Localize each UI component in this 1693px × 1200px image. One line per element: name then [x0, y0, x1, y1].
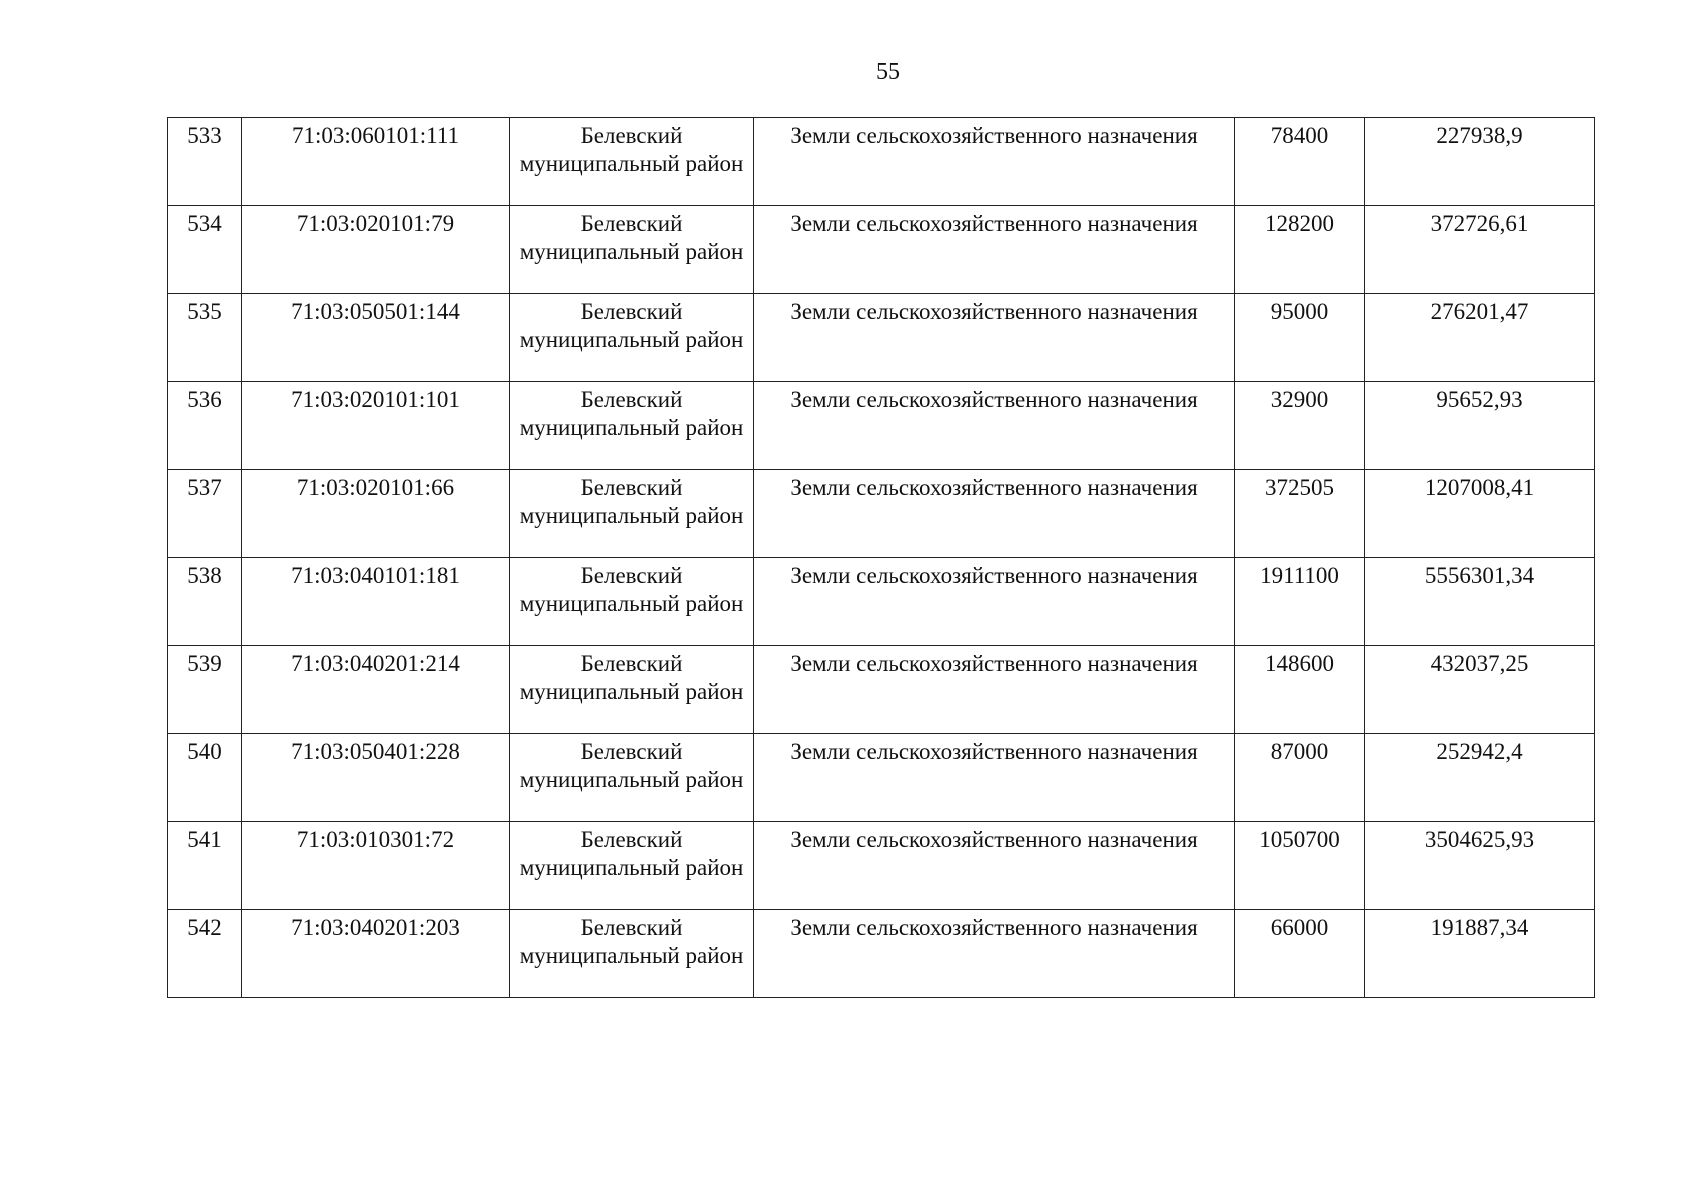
- row-number-cell: 533: [168, 118, 242, 206]
- cadastral-value-cell: 95652,93: [1365, 382, 1595, 470]
- cadastral-number-cell: 71:03:060101:111: [242, 118, 510, 206]
- table-row: [168, 470, 1595, 558]
- cadastral-number-cell: 71:03:010301:72: [242, 822, 510, 910]
- area-cell: 78400: [1235, 118, 1365, 206]
- cadastral-value-cell: 191887,34: [1365, 910, 1595, 998]
- table-row: [168, 206, 1595, 294]
- area-cell: 66000: [1235, 910, 1365, 998]
- row-number-cell: 535: [168, 294, 242, 382]
- row-number-cell: 541: [168, 822, 242, 910]
- district-cell: Белевский муниципальный район: [510, 822, 754, 910]
- cadastral-value-cell: 227938,9: [1365, 118, 1595, 206]
- table-row: [168, 382, 1595, 470]
- row-number-cell: 542: [168, 910, 242, 998]
- district-cell: Белевский муниципальный район: [510, 470, 754, 558]
- row-number-cell: 534: [168, 206, 242, 294]
- district-cell: Белевский муниципальный район: [510, 734, 754, 822]
- table-row: [168, 734, 1595, 822]
- cadastral-value-cell: 252942,4: [1365, 734, 1595, 822]
- row-number-cell: 539: [168, 646, 242, 734]
- table-row: [168, 822, 1595, 910]
- row-number-cell: 538: [168, 558, 242, 646]
- cadastral-number-cell: 71:03:040101:181: [242, 558, 510, 646]
- cadastral-value-cell: 276201,47: [1365, 294, 1595, 382]
- district-cell: Белевский муниципальный район: [510, 558, 754, 646]
- row-number-cell: 537: [168, 470, 242, 558]
- area-cell: 87000: [1235, 734, 1365, 822]
- district-cell: Белевский муниципальный район: [510, 294, 754, 382]
- district-cell: Белевский муниципальный район: [510, 382, 754, 470]
- cadastral-value-cell: 5556301,34: [1365, 558, 1595, 646]
- area-cell: 32900: [1235, 382, 1365, 470]
- land-category-cell: Земли сельскохозяйственного назначения: [754, 206, 1235, 294]
- land-category-cell: Земли сельскохозяйственного назначения: [754, 822, 1235, 910]
- page-number: 55: [876, 59, 900, 85]
- area-cell: 372505: [1235, 470, 1365, 558]
- cadastral-value-cell: 432037,25: [1365, 646, 1595, 734]
- cadastral-value-cell: 1207008,41: [1365, 470, 1595, 558]
- table-row: [168, 646, 1595, 734]
- land-category-cell: Земли сельскохозяйственного назначения: [754, 382, 1235, 470]
- land-category-cell: Земли сельскохозяйственного назначения: [754, 646, 1235, 734]
- table-row: [168, 558, 1595, 646]
- cadastral-value-cell: 3504625,93: [1365, 822, 1595, 910]
- cadastral-number-cell: 71:03:020101:101: [242, 382, 510, 470]
- cadastral-value-cell: 372726,61: [1365, 206, 1595, 294]
- land-category-cell: Земли сельскохозяйственного назначения: [754, 734, 1235, 822]
- cadastral-number-cell: 71:03:050401:228: [242, 734, 510, 822]
- area-cell: 95000: [1235, 294, 1365, 382]
- cadastral-number-cell: 71:03:050501:144: [242, 294, 510, 382]
- land-category-cell: Земли сельскохозяйственного назначения: [754, 910, 1235, 998]
- row-number-cell: 536: [168, 382, 242, 470]
- land-category-cell: Земли сельскохозяйственного назначения: [754, 558, 1235, 646]
- land-plots-table: [167, 117, 1595, 998]
- land-category-cell: Земли сельскохозяйственного назначения: [754, 470, 1235, 558]
- district-cell: Белевский муниципальный район: [510, 646, 754, 734]
- cadastral-number-cell: 71:03:040201:203: [242, 910, 510, 998]
- row-number-cell: 540: [168, 734, 242, 822]
- land-category-cell: Земли сельскохозяйственного назначения: [754, 118, 1235, 206]
- cadastral-number-cell: 71:03:020101:79: [242, 206, 510, 294]
- table-row: [168, 294, 1595, 382]
- land-category-cell: Земли сельскохозяйственного назначения: [754, 294, 1235, 382]
- cadastral-number-cell: 71:03:020101:66: [242, 470, 510, 558]
- table-row: [168, 118, 1595, 206]
- area-cell: 148600: [1235, 646, 1365, 734]
- district-cell: Белевский муниципальный район: [510, 206, 754, 294]
- area-cell: 1050700: [1235, 822, 1365, 910]
- cadastral-number-cell: 71:03:040201:214: [242, 646, 510, 734]
- district-cell: Белевский муниципальный район: [510, 910, 754, 998]
- area-cell: 128200: [1235, 206, 1365, 294]
- area-cell: 1911100: [1235, 558, 1365, 646]
- district-cell: Белевский муниципальный район: [510, 118, 754, 206]
- table-row: [168, 910, 1595, 998]
